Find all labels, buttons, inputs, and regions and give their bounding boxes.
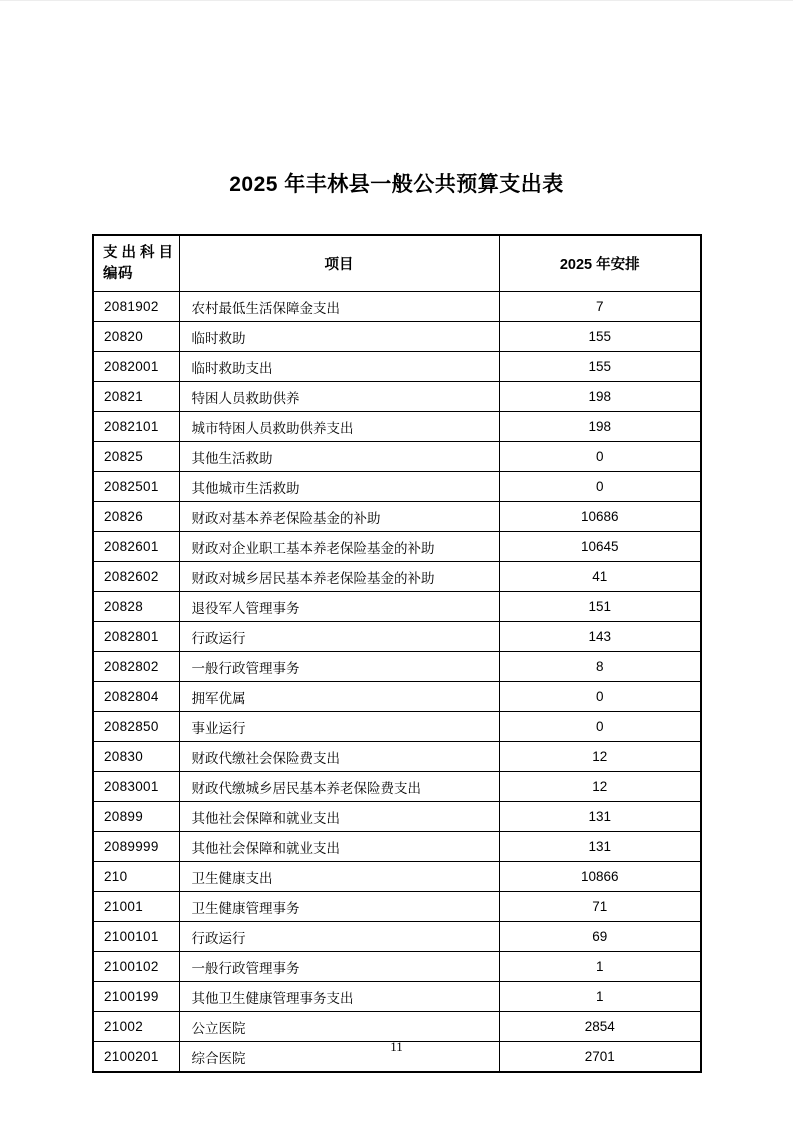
page-number: 11 xyxy=(390,1039,403,1054)
table-row xyxy=(93,622,701,652)
row-code-cell: 2082804 xyxy=(93,682,179,712)
row-code-cell: 2082602 xyxy=(93,562,179,592)
row-code-cell: 2100101 xyxy=(93,922,179,952)
row-amount-cell: 143 xyxy=(499,622,701,652)
row-amount-cell: 1 xyxy=(499,982,701,1012)
row-code-cell: 2083001 xyxy=(93,772,179,802)
row-item-cell: 临时救助支出 xyxy=(179,352,499,382)
table-header xyxy=(93,235,701,292)
row-code-cell: 2089999 xyxy=(93,832,179,862)
table-row xyxy=(93,592,701,622)
header-row xyxy=(93,235,701,292)
row-code-cell: 2082501 xyxy=(93,472,179,502)
table-body xyxy=(93,292,701,1073)
row-amount-cell: 7 xyxy=(499,292,701,322)
table-row xyxy=(93,322,701,352)
row-amount-cell: 12 xyxy=(499,772,701,802)
row-code-cell: 2081902 xyxy=(93,292,179,322)
row-item-cell: 退役军人管理事务 xyxy=(179,592,499,622)
table-row xyxy=(93,352,701,382)
table-row xyxy=(93,472,701,502)
header-cell-item: 项目 xyxy=(179,235,499,292)
row-item-cell: 综合医院 xyxy=(179,1042,499,1073)
row-amount-cell: 0 xyxy=(499,712,701,742)
row-item-cell: 其他社会保障和就业支出 xyxy=(179,832,499,862)
row-item-cell: 拥军优属 xyxy=(179,682,499,712)
table-row xyxy=(93,772,701,802)
row-amount-cell: 8 xyxy=(499,652,701,682)
row-code-cell: 210 xyxy=(93,862,179,892)
row-amount-cell: 10866 xyxy=(499,862,701,892)
row-code-cell: 20828 xyxy=(93,592,179,622)
row-amount-cell: 155 xyxy=(499,322,701,352)
table-row xyxy=(93,292,701,322)
table-row xyxy=(93,562,701,592)
row-code-cell: 2082001 xyxy=(93,352,179,382)
row-code-cell: 2082802 xyxy=(93,652,179,682)
row-item-cell: 事业运行 xyxy=(179,712,499,742)
table-row xyxy=(93,742,701,772)
table-row xyxy=(93,502,701,532)
row-amount-cell: 0 xyxy=(499,442,701,472)
row-item-cell: 临时救助 xyxy=(179,322,499,352)
table-row xyxy=(93,532,701,562)
table-row xyxy=(93,442,701,472)
row-amount-cell: 131 xyxy=(499,802,701,832)
row-code-cell: 20820 xyxy=(93,322,179,352)
row-amount-cell: 198 xyxy=(499,382,701,412)
header-code-line1: 支出科目 xyxy=(103,244,177,261)
table-row xyxy=(93,712,701,742)
row-amount-cell: 71 xyxy=(499,892,701,922)
row-item-cell: 财政对企业职工基本养老保险基金的补助 xyxy=(179,532,499,562)
table-row xyxy=(93,982,701,1012)
row-item-cell: 其他卫生健康管理事务支出 xyxy=(179,982,499,1012)
table-row xyxy=(93,1012,701,1042)
row-item-cell: 其他生活救助 xyxy=(179,442,499,472)
row-amount-cell: 2854 xyxy=(499,1012,701,1042)
table-row xyxy=(93,652,701,682)
row-item-cell: 一般行政管理事务 xyxy=(179,952,499,982)
row-amount-cell: 10645 xyxy=(499,532,701,562)
row-item-cell: 城市特困人员救助供养支出 xyxy=(179,412,499,442)
row-amount-cell: 198 xyxy=(499,412,701,442)
row-code-cell: 2082601 xyxy=(93,532,179,562)
row-code-cell: 2100199 xyxy=(93,982,179,1012)
header-cell-code xyxy=(93,235,179,292)
row-amount-cell: 151 xyxy=(499,592,701,622)
row-amount-cell: 12 xyxy=(499,742,701,772)
row-item-cell: 农村最低生活保障金支出 xyxy=(179,292,499,322)
table-row xyxy=(93,832,701,862)
row-item-cell: 财政对城乡居民基本养老保险基金的补助 xyxy=(179,562,499,592)
row-item-cell: 公立医院 xyxy=(179,1012,499,1042)
row-amount-cell: 0 xyxy=(499,682,701,712)
header-cell-amount: 2025 年安排 xyxy=(499,235,701,292)
row-amount-cell: 131 xyxy=(499,832,701,862)
row-code-cell: 20826 xyxy=(93,502,179,532)
row-item-cell: 行政运行 xyxy=(179,622,499,652)
row-item-cell: 一般行政管理事务 xyxy=(179,652,499,682)
table-row xyxy=(93,802,701,832)
row-item-cell: 财政代缴社会保险费支出 xyxy=(179,742,499,772)
row-code-cell: 21001 xyxy=(93,892,179,922)
row-code-cell: 2082101 xyxy=(93,412,179,442)
table-row xyxy=(93,412,701,442)
row-code-cell: 20830 xyxy=(93,742,179,772)
row-code-cell: 2100102 xyxy=(93,952,179,982)
table-row xyxy=(93,382,701,412)
row-item-cell: 卫生健康支出 xyxy=(179,862,499,892)
row-item-cell: 特困人员救助供养 xyxy=(179,382,499,412)
row-code-cell: 2082801 xyxy=(93,622,179,652)
row-amount-cell: 41 xyxy=(499,562,701,592)
row-code-cell: 21002 xyxy=(93,1012,179,1042)
header-code-line2: 编码 xyxy=(103,265,133,282)
row-code-cell: 20821 xyxy=(93,382,179,412)
table-row xyxy=(93,892,701,922)
row-code-cell: 2100201 xyxy=(93,1042,179,1073)
row-item-cell: 财政对基本养老保险基金的补助 xyxy=(179,502,499,532)
table-row xyxy=(93,862,701,892)
budget-table xyxy=(92,234,702,1073)
row-code-cell: 20899 xyxy=(93,802,179,832)
row-amount-cell: 1 xyxy=(499,952,701,982)
table-row xyxy=(93,682,701,712)
row-item-cell: 其他社会保障和就业支出 xyxy=(179,802,499,832)
row-amount-cell: 69 xyxy=(499,922,701,952)
row-amount-cell: 0 xyxy=(499,472,701,502)
row-code-cell: 2082850 xyxy=(93,712,179,742)
table-row xyxy=(93,952,701,982)
row-item-cell: 财政代缴城乡居民基本养老保险费支出 xyxy=(179,772,499,802)
row-item-cell: 卫生健康管理事务 xyxy=(179,892,499,922)
row-amount-cell: 155 xyxy=(499,352,701,382)
row-item-cell: 行政运行 xyxy=(179,922,499,952)
row-item-cell: 其他城市生活救助 xyxy=(179,472,499,502)
row-amount-cell: 2701 xyxy=(499,1042,701,1073)
table-row xyxy=(93,922,701,952)
row-amount-cell: 10686 xyxy=(499,502,701,532)
row-code-cell: 20825 xyxy=(93,442,179,472)
page-title: 2025 年丰林县一般公共预算支出表 xyxy=(229,173,564,196)
